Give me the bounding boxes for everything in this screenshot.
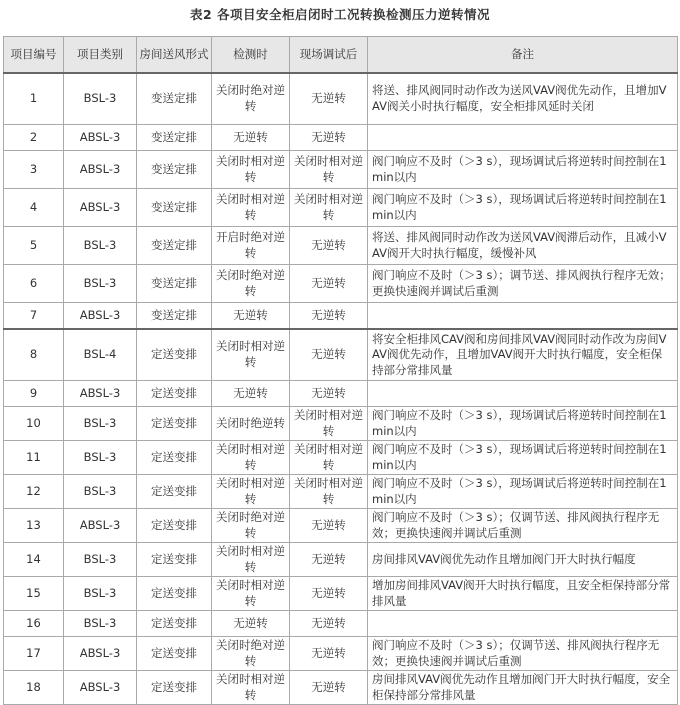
remarks-cell: 房间排风VAV阀优先动作且增加阀门开大时执行幅度，安全柜保持部分常排风量 bbox=[368, 671, 678, 705]
remarks-cell bbox=[368, 303, 678, 329]
row-number-cell: 15 bbox=[4, 577, 64, 611]
after-debug-cell: 无逆转 bbox=[290, 73, 368, 125]
project-type-cell: BSL-3 bbox=[64, 475, 137, 509]
project-type-cell: BSL-3 bbox=[64, 73, 137, 125]
after-debug-cell: 无逆转 bbox=[290, 671, 368, 705]
supply-mode-cell: 定送变排 bbox=[137, 329, 212, 381]
after-debug-cell: 无逆转 bbox=[290, 577, 368, 611]
remarks-cell: 阀门响应不及时（＞3 s），现场调试后将逆转时间控制在1 min以内 bbox=[368, 151, 678, 189]
row-number-cell: 1 bbox=[4, 73, 64, 125]
supply-mode-cell: 变送定排 bbox=[137, 151, 212, 189]
header-project-no: 项目编号 bbox=[4, 37, 64, 73]
during-test-cell: 关闭时相对逆转 bbox=[212, 441, 290, 475]
project-type-cell: ABSL-3 bbox=[64, 637, 137, 671]
header-during-test: 检测时 bbox=[212, 37, 290, 73]
remarks-cell: 阀门响应不及时（＞3 s），现场调试后将逆转时间控制在1 min以内 bbox=[368, 407, 678, 441]
project-type-cell: BSL-3 bbox=[64, 227, 137, 265]
project-type-cell: ABSL-3 bbox=[64, 381, 137, 407]
after-debug-cell: 无逆转 bbox=[290, 265, 368, 303]
table-row bbox=[4, 475, 678, 509]
remarks-cell bbox=[368, 381, 678, 407]
supply-mode-cell: 定送变排 bbox=[137, 577, 212, 611]
project-type-cell: BSL-3 bbox=[64, 407, 137, 441]
remarks-cell: 阀门响应不及时（＞3 s）；调节送、排风阀执行程序无效；更换快速阀并调试后重测 bbox=[368, 265, 678, 303]
during-test-cell: 关闭时相对逆转 bbox=[212, 475, 290, 509]
project-type-cell: ABSL-3 bbox=[64, 189, 137, 227]
supply-mode-cell: 变送定排 bbox=[137, 189, 212, 227]
during-test-cell: 关闭时相对逆转 bbox=[212, 671, 290, 705]
remarks-cell: 将送、排风阀同时动作改为送风VAV阀优先动作，且增加VAV阀关小时执行幅度，安全柜排风延时关闭 bbox=[368, 73, 678, 125]
supply-mode-cell: 变送定排 bbox=[137, 125, 212, 151]
table-row bbox=[4, 671, 678, 705]
during-test-cell: 关闭时绝对逆转 bbox=[212, 265, 290, 303]
row-number-cell: 11 bbox=[4, 441, 64, 475]
row-number-cell: 16 bbox=[4, 611, 64, 637]
row-number-cell: 14 bbox=[4, 543, 64, 577]
table-row bbox=[4, 73, 678, 125]
table-row bbox=[4, 611, 678, 637]
row-number-cell: 9 bbox=[4, 381, 64, 407]
after-debug-cell: 无逆转 bbox=[290, 509, 368, 543]
remarks-cell bbox=[368, 125, 678, 151]
supply-mode-cell: 变送定排 bbox=[137, 73, 212, 125]
row-number-cell: 2 bbox=[4, 125, 64, 151]
pressure-reversal-table bbox=[3, 36, 678, 705]
table-row bbox=[4, 637, 678, 671]
table-row bbox=[4, 577, 678, 611]
project-type-cell: ABSL-3 bbox=[64, 125, 137, 151]
table-row bbox=[4, 509, 678, 543]
project-type-cell: BSL-3 bbox=[64, 611, 137, 637]
row-number-cell: 13 bbox=[4, 509, 64, 543]
during-test-cell: 关闭时绝对逆转 bbox=[212, 73, 290, 125]
project-type-cell: ABSL-3 bbox=[64, 303, 137, 329]
supply-mode-cell: 变送定排 bbox=[137, 303, 212, 329]
supply-mode-cell: 定送变排 bbox=[137, 441, 212, 475]
header-remarks: 备注 bbox=[368, 37, 678, 73]
table-title: 表2 各项目安全柜启闭时工况转换检测压力逆转情况 bbox=[189, 7, 491, 22]
during-test-cell: 无逆转 bbox=[212, 125, 290, 151]
after-debug-cell: 无逆转 bbox=[290, 381, 368, 407]
project-type-cell: ABSL-3 bbox=[64, 509, 137, 543]
remarks-cell bbox=[368, 611, 678, 637]
remarks-cell: 增加房间排风VAV阀开大时执行幅度，且安全柜保持部分常排风量 bbox=[368, 577, 678, 611]
supply-mode-cell: 定送变排 bbox=[137, 671, 212, 705]
row-number-cell: 12 bbox=[4, 475, 64, 509]
during-test-cell: 关闭时相对逆转 bbox=[212, 329, 290, 381]
header-row bbox=[4, 37, 678, 73]
table-row bbox=[4, 227, 678, 265]
table-row bbox=[4, 303, 678, 329]
project-type-cell: BSL-3 bbox=[64, 577, 137, 611]
row-number-cell: 5 bbox=[4, 227, 64, 265]
row-number-cell: 3 bbox=[4, 151, 64, 189]
after-debug-cell: 无逆转 bbox=[290, 329, 368, 381]
row-number-cell: 7 bbox=[4, 303, 64, 329]
during-test-cell: 关闭时相对逆转 bbox=[212, 151, 290, 189]
remarks-cell: 阀门响应不及时（＞3 s）；仅调节送、排风阀执行程序无效；更换快速阀并调试后重测 bbox=[368, 637, 678, 671]
supply-mode-cell: 定送变排 bbox=[137, 407, 212, 441]
during-test-cell: 关闭时相对逆转 bbox=[212, 189, 290, 227]
table-row bbox=[4, 151, 678, 189]
during-test-cell: 无逆转 bbox=[212, 611, 290, 637]
row-number-cell: 17 bbox=[4, 637, 64, 671]
row-number-cell: 10 bbox=[4, 407, 64, 441]
during-test-cell: 关闭时相对逆转 bbox=[212, 543, 290, 577]
table-row bbox=[4, 189, 678, 227]
supply-mode-cell: 定送变排 bbox=[137, 509, 212, 543]
after-debug-cell: 无逆转 bbox=[290, 543, 368, 577]
supply-mode-cell: 变送定排 bbox=[137, 265, 212, 303]
table-row bbox=[4, 441, 678, 475]
after-debug-cell: 无逆转 bbox=[290, 303, 368, 329]
after-debug-cell: 无逆转 bbox=[290, 637, 368, 671]
header-supply-mode: 房间送风形式 bbox=[137, 37, 212, 73]
during-test-cell: 开启时绝对逆转 bbox=[212, 227, 290, 265]
during-test-cell: 无逆转 bbox=[212, 381, 290, 407]
remarks-cell: 阀门响应不及时（＞3 s），现场调试后将逆转时间控制在1 min以内 bbox=[368, 189, 678, 227]
project-type-cell: BSL-3 bbox=[64, 441, 137, 475]
table-row bbox=[4, 329, 678, 381]
during-test-cell: 关闭时绝逆转 bbox=[212, 407, 290, 441]
supply-mode-cell: 定送变排 bbox=[137, 381, 212, 407]
project-type-cell: ABSL-3 bbox=[64, 671, 137, 705]
project-type-cell: BSL-3 bbox=[64, 543, 137, 577]
supply-mode-cell: 定送变排 bbox=[137, 611, 212, 637]
remarks-cell: 阀门响应不及时（＞3 s），现场调试后将逆转时间控制在1 min以内 bbox=[368, 441, 678, 475]
after-debug-cell: 关闭时相对逆转 bbox=[290, 407, 368, 441]
after-debug-cell: 无逆转 bbox=[290, 611, 368, 637]
table-row bbox=[4, 407, 678, 441]
table-row bbox=[4, 543, 678, 577]
during-test-cell: 无逆转 bbox=[212, 303, 290, 329]
row-number-cell: 4 bbox=[4, 189, 64, 227]
remarks-cell: 阀门响应不及时（＞3 s）；仅调节送、排风阀执行程序无效；更换快速阀并调试后重测 bbox=[368, 509, 678, 543]
project-type-cell: BSL-4 bbox=[64, 329, 137, 381]
during-test-cell: 关闭时绝对逆转 bbox=[212, 509, 290, 543]
header-project-type: 项目类别 bbox=[64, 37, 137, 73]
remarks-cell: 将送、排风阀同时动作改为送风VAV阀滞后动作，且减小VAV阀开大时执行幅度，缓慢补风 bbox=[368, 227, 678, 265]
after-debug-cell: 无逆转 bbox=[290, 125, 368, 151]
remarks-cell: 将安全柜排风CAV阀和房间排风VAV阀同时动作改为房间VAV阀优先动作，且增加VAV阀开大时执行幅度，安全柜保持部分常排风量 bbox=[368, 329, 678, 381]
during-test-cell: 关闭时绝对逆转 bbox=[212, 637, 290, 671]
after-debug-cell: 关闭时相对逆转 bbox=[290, 151, 368, 189]
table-row bbox=[4, 265, 678, 303]
table-row bbox=[4, 381, 678, 407]
row-number-cell: 18 bbox=[4, 671, 64, 705]
supply-mode-cell: 变送定排 bbox=[137, 227, 212, 265]
after-debug-cell: 关闭时相对逆转 bbox=[290, 475, 368, 509]
supply-mode-cell: 定送变排 bbox=[137, 637, 212, 671]
remarks-cell: 阀门响应不及时（＞3 s），现场调试后将逆转时间控制在1 min以内 bbox=[368, 475, 678, 509]
after-debug-cell: 关闭时相对逆转 bbox=[290, 441, 368, 475]
table-row bbox=[4, 125, 678, 151]
header-after-debug: 现场调试后 bbox=[290, 37, 368, 73]
project-type-cell: ABSL-3 bbox=[64, 151, 137, 189]
during-test-cell: 关闭时相对逆转 bbox=[212, 577, 290, 611]
after-debug-cell: 关闭时相对逆转 bbox=[290, 189, 368, 227]
row-number-cell: 6 bbox=[4, 265, 64, 303]
project-type-cell: BSL-3 bbox=[64, 265, 137, 303]
after-debug-cell: 无逆转 bbox=[290, 227, 368, 265]
remarks-cell: 房间排风VAV阀优先动作且增加阀门开大时执行幅度 bbox=[368, 543, 678, 577]
supply-mode-cell: 定送变排 bbox=[137, 543, 212, 577]
row-number-cell: 8 bbox=[4, 329, 64, 381]
supply-mode-cell: 定送变排 bbox=[137, 475, 212, 509]
